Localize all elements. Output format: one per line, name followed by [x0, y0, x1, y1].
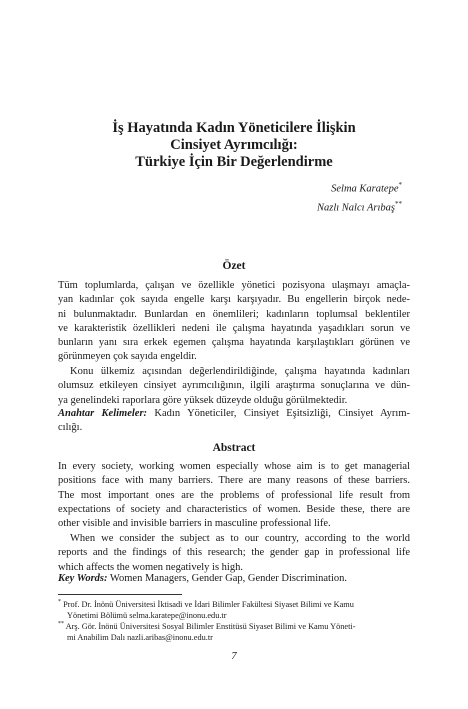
abstract-heading: Abstract [212, 442, 256, 454]
author-list [317, 178, 402, 215]
text-line: expectations of society and characteristics of women. Beside these, there are [58, 503, 410, 515]
text-line: cılığı. [58, 422, 83, 434]
footnote-mark: * [58, 599, 61, 605]
footnote-text: Prof. Dr. İnönü Üniversitesi İktisadi ve İdari Bilimler Fakültesi Siyaset Bilimi ve Kamu [63, 599, 354, 609]
abstract-paragraph-2 [58, 532, 410, 575]
text-line: reports and the findings of this research; the gender gap in professional life [58, 547, 410, 559]
footnote-line: Yönetimi Bölümü selma.karatepe@inonu.edu.tr [67, 610, 227, 620]
title-line-1: İş Hayatında Kadın Yöneticilere İlişkin [112, 120, 356, 136]
footnote-2 [58, 619, 418, 643]
author-footnote-mark: ** [395, 199, 402, 208]
page-number: 7 [231, 651, 237, 662]
text-line: görünmeyen çok sayıda engeldir. [58, 351, 197, 363]
text-line: yan kadınlar çok sayıda engelle karşı karşıyadır. Bu engellerin birçok nede- [58, 294, 410, 306]
text-line: The most important ones are the problems of professional life result from [58, 489, 410, 501]
ozet-heading: Özet [222, 260, 246, 272]
keywords-text: Kadın Yöneticiler, Cinsiyet Eşitsizliği, Cinsiyet Ayrım- [147, 408, 410, 419]
text-line: ni bulunmaktadır. Bunlardan en önemlileri; kadınların toplumsal beklentiler [58, 308, 410, 320]
author-2 [317, 197, 402, 216]
text-line: olumsuz etkileyen cinsiyet ayrımcılığının, ilgili araştırma sonuçlarına ve dün- [58, 380, 410, 392]
title-line-2: Cinsiyet Ayrımcılığı: [170, 137, 298, 153]
author-footnote-mark: * [398, 181, 402, 189]
footnote-line [58, 619, 418, 632]
abstract-paragraph-1 [58, 460, 410, 531]
footnote-separator [58, 594, 182, 595]
footnote-line: mi Anabilim Dalı nazli.aribas@inonu.edu.tr [67, 632, 213, 642]
ozet-paragraph-1 [58, 279, 410, 365]
text-line: bunların yanı sıra erkek egemen çalışma hayatında karşılaştıkları görünen ve [58, 337, 410, 349]
ozet-paragraph-2 [58, 365, 410, 408]
abstract-keywords [58, 572, 410, 586]
footnote-mark: ** [58, 621, 64, 627]
title-line-3: Türkiye İçin Bir Değerlendirme [135, 154, 333, 170]
text-line: ya genelindeki raporlara göre yüksek düzeyde olduğu görülmektedir. [58, 394, 348, 406]
text-line: positions face with many barriers. There are many reasons of these barriers. [58, 475, 410, 487]
text-line: In every society, working women especially whose aim is to get managerial [58, 461, 410, 472]
text-line: other visible and invisible barriers in masculine professional life. [58, 518, 331, 530]
keywords-line [58, 572, 410, 586]
text-line: Konu ülkemiz açısından değerlendirildiğinde, çalışma hayatında kadınları [70, 366, 410, 377]
footnote-line [58, 597, 418, 610]
article-title [0, 120, 468, 171]
keywords-line [58, 407, 410, 421]
footnote-text: Arş. Gör. İnönü Üniversitesi Sosyal Bilimler Enstitüsü Siyaset Bilimi ve Kamu Yöneti- [65, 621, 356, 631]
ozet-keywords [58, 407, 410, 436]
text-line: ve karakteristik özellikleri nedeni ile çalışma hayatında yaşadıkları sorun ve [58, 322, 410, 334]
keywords-label: Anahtar Kelimeler: [58, 408, 148, 419]
author-name: Selma Karatepe [331, 183, 399, 195]
footnote-1 [58, 597, 418, 621]
text-line: When we consider the subject as to our country, according to the world [70, 533, 410, 544]
author-1 [317, 178, 402, 197]
keywords-label: Key Words: [58, 573, 108, 584]
text-line: Tüm toplumlarda, çalışan ve özellikle yönetici pozisyona ulaşmayı amaçla- [58, 280, 410, 291]
text-line: which affects the women negatively is high. [58, 561, 243, 573]
author-name: Nazlı Nalcı Arıbaş [317, 202, 395, 213]
keywords-text: Women Managers, Gender Gap, Gender Discrimination. [107, 573, 348, 584]
